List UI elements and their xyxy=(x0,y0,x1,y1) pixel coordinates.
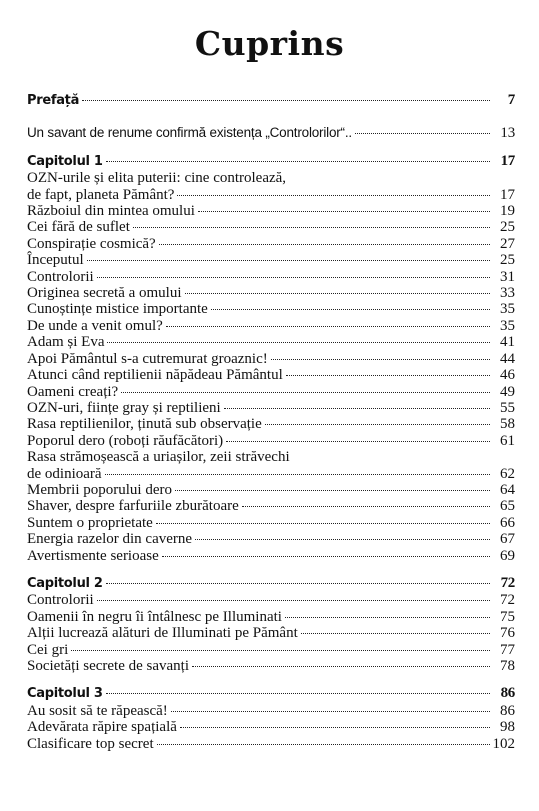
toc-page-number: 76 xyxy=(500,625,515,642)
toc-page-number: 61 xyxy=(500,432,515,449)
toc-chapter-heading[interactable] xyxy=(27,153,515,170)
toc-page-number: 98 xyxy=(500,719,515,736)
toc-page-number: 64 xyxy=(500,481,515,498)
dot-leader xyxy=(242,506,490,507)
toc-entry-title: Au sosit să te răpească! xyxy=(27,702,168,719)
toc-page-number: 35 xyxy=(500,317,515,334)
toc-entry-title: Adam și Eva xyxy=(27,334,105,351)
toc-entry[interactable] xyxy=(27,219,515,235)
toc-page-number: 33 xyxy=(500,285,515,302)
dot-leader xyxy=(226,441,490,442)
dot-leader xyxy=(97,600,490,601)
toc-entry-title: Apoi Pământul s-a cutremurat groaznic! xyxy=(27,350,268,367)
toc-entry[interactable] xyxy=(27,592,515,608)
toc-entry[interactable] xyxy=(27,416,515,432)
toc-page-number: 69 xyxy=(500,547,515,564)
toc-entry[interactable] xyxy=(27,351,515,367)
toc-entry[interactable] xyxy=(27,203,515,219)
section-spacer xyxy=(27,674,515,685)
toc-chapter-heading[interactable] xyxy=(27,575,515,592)
toc-entry-title: OZN-urile și elita puterii: cine controlează, xyxy=(27,170,287,187)
dot-leader xyxy=(87,260,490,261)
toc-entry[interactable] xyxy=(27,170,515,186)
dot-leader xyxy=(157,744,490,745)
dot-leader xyxy=(107,342,490,343)
toc-entry[interactable] xyxy=(27,548,515,564)
toc-entry-title: Capitolul 2 xyxy=(27,575,103,591)
toc-entry[interactable] xyxy=(27,625,515,641)
toc-page-number: 27 xyxy=(500,235,515,252)
toc-entry-title: Conspirație cosmică? xyxy=(27,235,156,252)
toc-entry[interactable] xyxy=(27,187,515,203)
section-spacer xyxy=(27,564,515,575)
toc-entry-title: Alții lucrează alături de Illuminati pe Pământ xyxy=(27,625,298,642)
toc-entry-title: Oamenii în negru îi întâlnesc pe Illuminati xyxy=(27,608,282,625)
toc-page-number: 65 xyxy=(500,498,515,515)
toc-entry-title: Controlorii xyxy=(27,592,94,609)
toc-page-number: 31 xyxy=(500,268,515,285)
dot-leader xyxy=(106,693,490,694)
toc-page-number: 19 xyxy=(500,203,515,220)
toc-page-number: 67 xyxy=(500,531,515,548)
toc-entry[interactable] xyxy=(27,400,515,416)
toc-entry[interactable] xyxy=(27,515,515,531)
toc-entry-title: Capitolul 3 xyxy=(27,686,103,702)
toc-entry[interactable] xyxy=(27,125,515,141)
dot-leader xyxy=(162,556,490,557)
toc-page-number: 72 xyxy=(500,592,515,609)
toc-entry-title: Controlorii xyxy=(27,268,94,285)
toc-page-number: 17 xyxy=(500,152,515,169)
dot-leader xyxy=(159,244,490,245)
toc-entry[interactable] xyxy=(27,449,515,465)
toc-page-number: 77 xyxy=(500,641,515,658)
toc-entry-title: Cei gri xyxy=(27,641,69,658)
dot-leader xyxy=(286,375,490,376)
dot-leader xyxy=(198,211,490,212)
toc-entry[interactable] xyxy=(27,642,515,658)
dot-leader xyxy=(106,161,490,162)
toc-entry-title: Avertismente serioase xyxy=(27,547,159,564)
toc-entry-title: Cei fără de suflet xyxy=(27,219,130,236)
toc-entry-title: de odinioară xyxy=(27,465,102,482)
toc-entry-title: Războiul din mintea omului xyxy=(27,203,195,220)
toc-entry[interactable] xyxy=(27,301,515,317)
toc-entry-title: De unde a venit omul? xyxy=(27,317,163,334)
dot-leader xyxy=(180,727,490,728)
section-spacer xyxy=(27,142,515,153)
toc-page-number: 86 xyxy=(500,702,515,719)
dot-leader xyxy=(211,309,490,310)
toc-page-number: 58 xyxy=(500,416,515,433)
toc-chapter-heading[interactable] xyxy=(27,685,515,702)
toc-page-number: 25 xyxy=(500,219,515,236)
toc-entry[interactable] xyxy=(27,703,515,719)
dot-leader xyxy=(175,490,490,491)
dot-leader xyxy=(177,195,490,196)
toc-entry-title: Originea secretă a omului xyxy=(27,285,182,302)
toc-entry[interactable] xyxy=(27,609,515,625)
toc-entry-title: Membrii poporului dero xyxy=(27,481,172,498)
dot-leader xyxy=(171,711,490,712)
toc-entry[interactable] xyxy=(27,236,515,252)
toc-page-number: 25 xyxy=(500,252,515,269)
toc-entry[interactable] xyxy=(27,658,515,674)
dot-leader xyxy=(224,408,490,409)
dot-leader xyxy=(355,133,490,134)
toc-entry-title: Adevărata răpire spațială xyxy=(27,719,177,736)
toc-entry[interactable] xyxy=(27,498,515,514)
toc-entry-title: de fapt, planeta Pământ? xyxy=(27,186,175,203)
toc-entry[interactable] xyxy=(27,252,515,268)
toc-page-number: 46 xyxy=(500,367,515,384)
dot-leader xyxy=(97,277,490,278)
toc-entry-title: OZN-uri, ființe gray și reptilieni xyxy=(27,399,221,416)
toc-page-number: 13 xyxy=(500,125,515,142)
toc-page-number: 102 xyxy=(492,735,515,752)
toc-entry[interactable] xyxy=(27,367,515,383)
toc-entry[interactable] xyxy=(27,318,515,334)
dot-leader xyxy=(185,293,490,294)
toc-entry[interactable] xyxy=(27,269,515,285)
dot-leader xyxy=(195,539,490,540)
toc-entry-title: Oameni creați? xyxy=(27,383,119,400)
toc-chapter-heading[interactable] xyxy=(27,92,515,109)
toc-page-number: 72 xyxy=(500,574,515,591)
dot-leader xyxy=(71,650,490,651)
toc-page-number: 49 xyxy=(500,383,515,400)
toc-page-number: 86 xyxy=(500,685,515,702)
toc-page-number: 66 xyxy=(500,514,515,531)
dot-leader xyxy=(265,424,490,425)
toc-entry-title: Începutul xyxy=(27,252,84,269)
dot-leader xyxy=(192,666,490,667)
dot-leader xyxy=(121,392,490,393)
dot-leader xyxy=(156,523,490,524)
toc-page-number: 55 xyxy=(500,399,515,416)
dot-leader xyxy=(285,617,490,618)
toc-entry-title: Cunoștințe mistice importante xyxy=(27,301,208,318)
dot-leader xyxy=(82,100,490,101)
toc-entry-title: Poporul dero (roboți răufăcători) xyxy=(27,432,224,449)
toc-entry[interactable] xyxy=(27,736,515,752)
toc-entry-title: Societăți secrete de savanți xyxy=(27,658,190,674)
toc-entry-title: Suntem o proprietate xyxy=(27,514,153,531)
toc-page-number: 41 xyxy=(500,334,515,351)
dot-leader xyxy=(105,474,490,475)
toc-entry[interactable] xyxy=(27,285,515,301)
toc-entry[interactable] xyxy=(27,384,515,400)
toc-page-number: 44 xyxy=(500,350,515,367)
toc-entry[interactable] xyxy=(27,531,515,547)
toc-entry[interactable] xyxy=(27,719,515,735)
toc-page-number: 7 xyxy=(507,92,515,108)
toc-entry-title: Un savant de renume confirmă existența „Controlorilor“.. xyxy=(27,125,352,141)
toc-page-number: 75 xyxy=(500,608,515,625)
toc-page-number: 35 xyxy=(500,301,515,318)
toc-entry-title: Capitolul 1 xyxy=(27,153,103,169)
toc-entry-title: Prefață xyxy=(27,93,80,108)
toc-entry-title: Shaver, despre farfuriile zburătoare xyxy=(27,498,239,515)
toc-entry[interactable] xyxy=(27,466,515,482)
toc-entry-title: Rasa strămoșească a uriașilor, zeii străvechi xyxy=(27,449,290,466)
section-spacer xyxy=(27,109,515,125)
toc-page-number: 62 xyxy=(500,465,515,482)
dot-leader xyxy=(133,227,490,228)
toc-page-number: 17 xyxy=(500,186,515,203)
toc-page-number: 78 xyxy=(500,658,515,674)
toc-entry[interactable] xyxy=(27,334,515,350)
toc-entry-title: Rasa reptilienilor, ținută sub observație xyxy=(27,416,262,433)
dot-leader xyxy=(106,583,490,584)
dot-leader xyxy=(271,359,490,360)
toc-entry[interactable] xyxy=(27,482,515,498)
dot-leader xyxy=(166,326,490,327)
dot-leader xyxy=(301,633,490,634)
page-title: Cuprins xyxy=(194,24,345,63)
toc-entry-title: Clasificare top secret xyxy=(27,735,154,752)
toc-entry[interactable] xyxy=(27,433,515,449)
toc-entry-title: Atunci când reptilienii năpădeau Pământul xyxy=(27,367,283,384)
toc-entry-title: Energia razelor din caverne xyxy=(27,531,193,548)
table-of-contents xyxy=(27,92,515,752)
